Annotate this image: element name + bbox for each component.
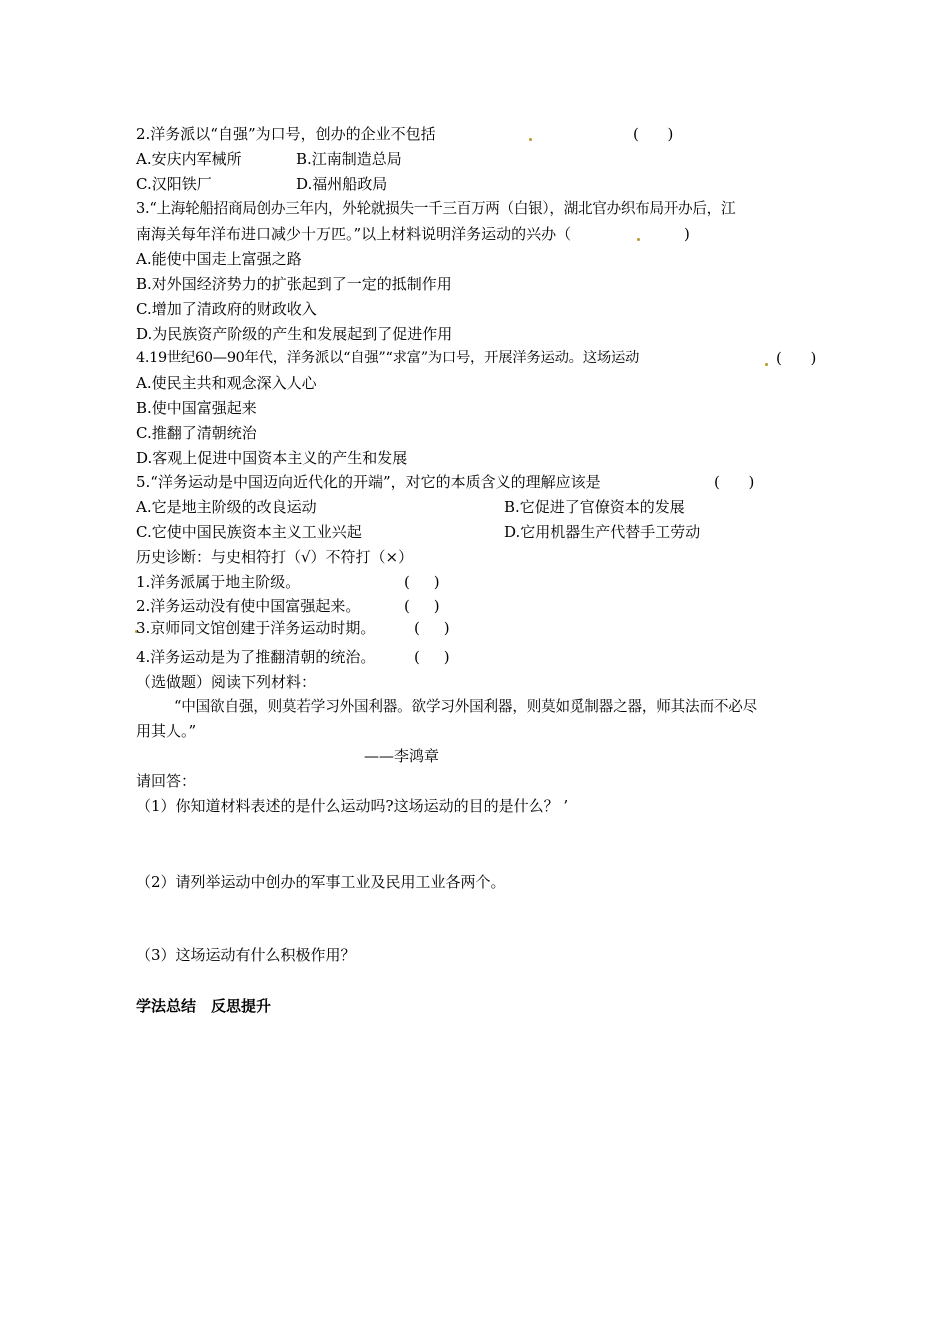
diagnosis-title: 历史诊断：与史相符打（√）不符打（×）: [136, 548, 414, 566]
q5-option-d: D.它用机器生产代替手工劳动: [504, 523, 701, 541]
diagnosis-item-1-blank: ( ): [404, 573, 440, 591]
q5-option-b: B.它促进了官僚资本的发展: [504, 498, 685, 516]
q4-stem: 4.19世纪60—90年代，洋务派以“自强”“求富”为口号，开展洋务运动。这场运动: [136, 350, 640, 366]
diagnosis-item-2-blank: ( ): [404, 597, 440, 615]
q5-blank: ( ): [714, 473, 755, 491]
optional-question-1: （1）你知道材料表述的是什么运动吗?这场运动的目的是什么？ ’: [136, 797, 569, 815]
diagnosis-item-3-blank: ( ): [414, 619, 450, 637]
q5-option-a: A.它是地主阶级的改良运动: [136, 498, 317, 516]
q3-option-d: D.为民族资产阶级的产生和发展起到了促进作用: [136, 325, 453, 343]
q5-option-c: C.它使中国民族资本主义工业兴起: [136, 523, 362, 541]
diagnosis-item-4: 4.洋务运动是为了推翻清朝的统治。: [136, 648, 376, 666]
q2-option-d: D.福州船政局: [296, 175, 388, 193]
q3-option-a: A.能使中国走上富强之路: [136, 250, 302, 268]
optional-question-2: （2）请列举运动中创办的军事工业及民用工业各两个。: [136, 873, 506, 891]
quote-line-2: 用其人。”: [136, 722, 197, 740]
summary-heading: 学法总结 反思提升: [136, 997, 272, 1015]
q4-option-a: A.使民主共和观念深入人心: [136, 374, 317, 392]
stray-dot-mark: [637, 238, 640, 241]
q2-option-b: B.江南制造总局: [296, 150, 402, 168]
optional-question-3: （3）这场运动有什么积极作用？: [136, 946, 356, 964]
quote-line-1: “中国欲自强，则莫若学习外国利器。欲学习外国利器，则莫如觅制器之器，师其法而不必尽: [174, 698, 758, 715]
q4-option-b: B.使中国富强起来: [136, 399, 257, 417]
diagnosis-item-2: 2.洋务运动没有使中国富强起来。: [136, 597, 361, 615]
diagnosis-item-3: 3.京师同文馆创建于洋务运动时期。: [136, 619, 376, 637]
diagnosis-item-1: 1.洋务派属于地主阶级。: [136, 573, 301, 591]
q5-stem: 5.“洋务运动是中国迈向近代化的开端”，对它的本质含义的理解应该是: [136, 473, 601, 491]
answer-prompt: 请回答：: [136, 772, 197, 790]
q2-option-c: C.汉阳铁厂: [136, 175, 212, 193]
q4-option-d: D.客观上促进中国资本主义的产生和发展: [136, 449, 408, 467]
diagnosis-item-4-blank: ( ): [414, 648, 450, 666]
q3-option-c: C.增加了清政府的财政收入: [136, 300, 317, 318]
q2-option-a: A.安庆内军械所: [136, 150, 242, 168]
q2-stem: 2.洋务派以“自强”为口号，创办的企业不包括: [136, 125, 436, 143]
q4-option-c: C.推翻了清朝统治: [136, 424, 257, 442]
q4-blank: ( ): [776, 349, 817, 367]
q3-stem-line2: 南海关每年洋布进口减少十万匹。”以上材料说明洋务运动的兴办（: [136, 225, 572, 243]
q3-option-b: B.对外国经济势力的扩张起到了一定的抵制作用: [136, 275, 452, 293]
q2-blank: ( ): [633, 125, 674, 143]
q3-blank-close: ): [684, 225, 690, 243]
q3-stem-line1: 3.“上海轮船招商局创办三年内，外轮就损失一千三百万两（白银），湖北官办织布局开办后，江: [136, 200, 736, 217]
stray-dot-mark: [529, 138, 532, 141]
stray-dot-mark: [765, 363, 768, 366]
optional-title: （选做题）阅读下列材料：: [136, 673, 317, 691]
quote-attribution: ——李鸿章: [364, 747, 440, 765]
